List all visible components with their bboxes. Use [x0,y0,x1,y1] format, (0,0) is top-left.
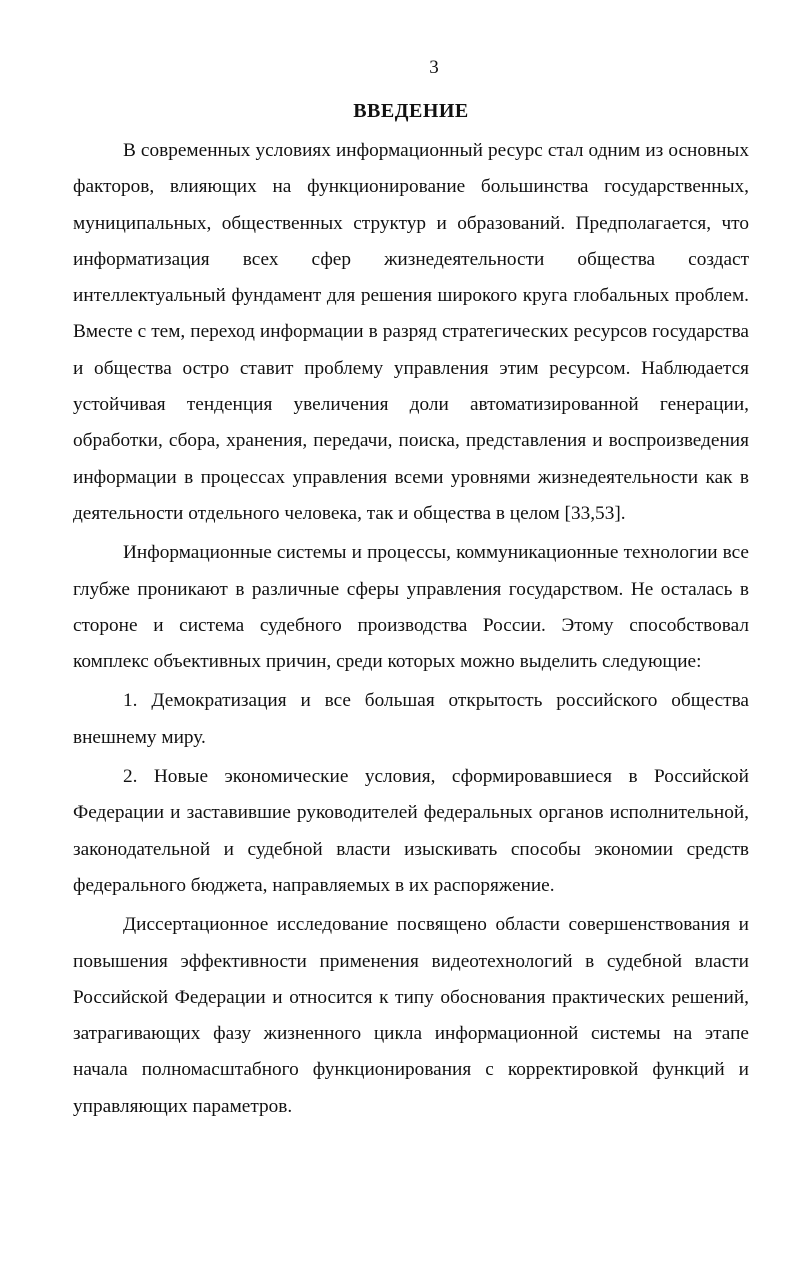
body-text [73,133,749,1125]
paragraph-intro: В современных условиях информационный ресурс стал одним из основных факторов, влияющих на функционирование большинства государственных, муниципальных, общественных структур и образований. Предполагается, что информатизация всех сфер жизнедеятельности общества создаст интеллектуальный фундамент для решения широкого круга глобальных проблем. Вместе с тем, переход информации в разряд стратегических ресурсов государства и общества остро ставит проблему управления этим ресурсом. Наблюдается устойчивая тенденция увеличения доли автоматизированной генерации, обработки, сбора, хранения, передачи, поиска, представления и воспроизведения информации в процессах управления всеми уровнями жизнедеятельности как в деятельности отдельного человека, так и общества в целом [33,53]. [73,140,749,524]
paragraph-information-systems: Информационные системы и процессы, коммуникационные технологии все глубже проникают в различные сферы управления государством. Не осталась в стороне и система судебного производства России. Этому способствовал комплекс объективных причин, среди которых можно выделить следующие: [73,542,749,673]
page-number: 3 [429,57,439,78]
list-item-democratization: 1. Демократизация и все большая открытость российского общества внешнему миру. [73,690,749,748]
section-title: ВВЕДЕНИЕ [353,100,469,122]
paragraph-dissertation-scope: Диссертационное исследование посвящено области совершенствования и повышения эффективности применения видеотехнологий в судебной власти Российской Федерации и относится к типу обоснования практических решений, затрагивающих фазу жизненного цикла информационной системы на этапе начала полномасштабного функционирования с корректировкой функций и управляющих параметров. [73,914,749,1117]
list-item-economic-conditions: 2. Новые экономические условия, сформировавшиеся в Российской Федерации и заставившие руководителей федеральных органов исполнительной, законодательной и судебной власти изыскивать способы экономии средств федерального бюджета, направляемых в их распоряжение. [73,766,749,896]
